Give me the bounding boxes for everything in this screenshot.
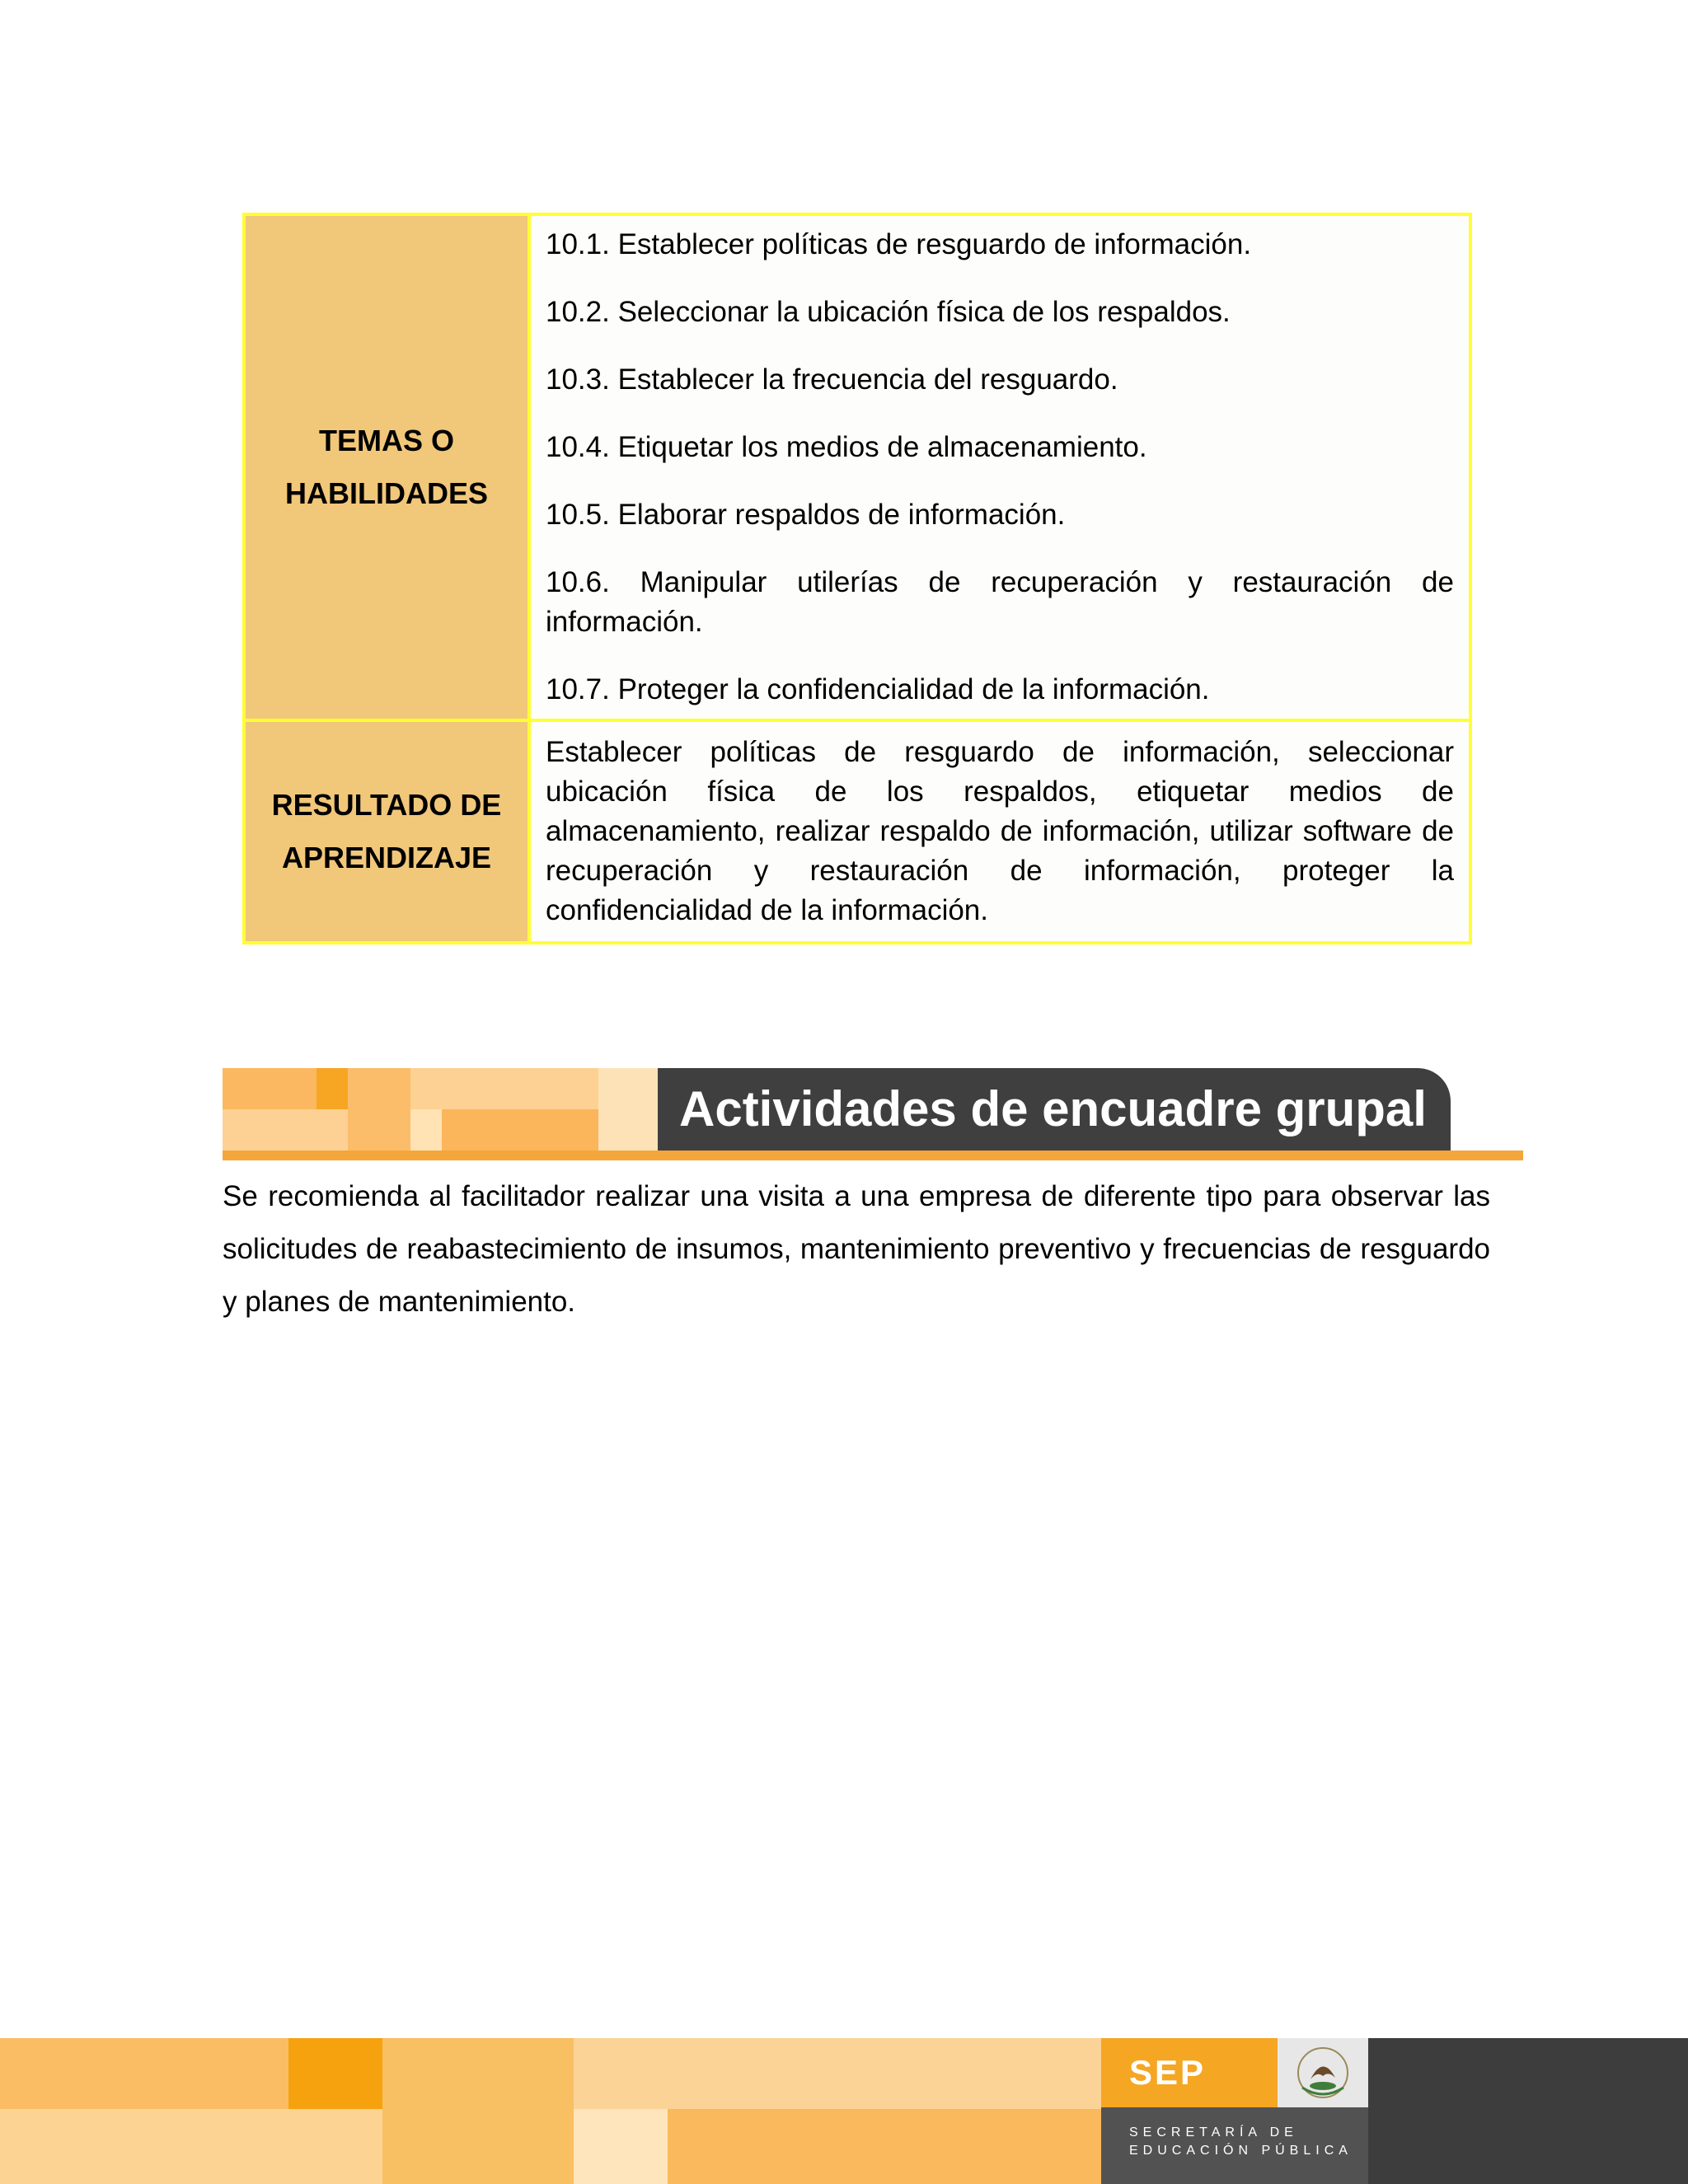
sep-logo: SEP — [1101, 2038, 1278, 2107]
topics-cell — [529, 214, 1470, 720]
row-header-line: APRENDIZAJE — [281, 841, 492, 874]
footer-decor-block — [574, 2109, 668, 2184]
banner-decor-block — [348, 1068, 410, 1151]
table-row — [244, 720, 1470, 943]
banner-decor-block — [410, 1109, 442, 1151]
org-line: EDUCACIÓN PÚBLICA — [1129, 2144, 1353, 2158]
section-banner — [223, 1068, 1523, 1160]
footer-decor-block — [0, 2109, 382, 2184]
banner-decor-block — [223, 1068, 316, 1109]
banner-decor-block — [442, 1109, 598, 1151]
banner-decor-block — [316, 1068, 348, 1109]
footer-decor-block — [382, 2038, 574, 2184]
topic-item: 10.5. Elaborar respaldos de información. — [546, 499, 1066, 531]
topic-item: 10.3. Establecer la frecuencia del resguardo. — [546, 363, 1118, 396]
footer-dark-block — [1368, 2038, 1688, 2184]
org-line: SECRETARÍA DE — [1129, 2125, 1298, 2139]
table-row — [244, 214, 1470, 720]
row-header-line: HABILIDADES — [284, 476, 488, 510]
sep-org-name — [1101, 2107, 1368, 2184]
topic-item: 10.6. Manipular utilerías de recuperación y restauración de información. — [546, 566, 1454, 638]
banner-decor-block — [410, 1068, 598, 1109]
footer-decor-block — [668, 2109, 1101, 2184]
topic-item: 10.7. Proteger la confidencialidad de la información. — [546, 673, 1210, 705]
footer-decor-block — [574, 2038, 1101, 2109]
section-title: Actividades de encuadre grupal — [658, 1068, 1451, 1151]
banner-underline — [223, 1151, 1523, 1160]
learning-outcome-text: Establecer políticas de resguardo de información, seleccionar ubicación física de los respaldos, etiquetar medios de almacenamiento, realizar respaldo de información, utilizar software de recuperación y restauración de información, proteger la confidencialidad de la información. — [546, 736, 1454, 926]
row-header-line: TEMAS O — [318, 424, 454, 457]
page-footer — [0, 2038, 1688, 2184]
row-header-line: RESULTADO DE — [271, 788, 502, 822]
topic-item: 10.1. Establecer políticas de resguardo de información. — [546, 228, 1252, 260]
competency-table — [242, 213, 1472, 944]
mexican-coat-of-arms-icon — [1278, 2038, 1368, 2107]
section-paragraph: Se recomienda al facilitador realizar una visita a una empresa de diferente tipo para observar las solicitudes de reabastecimiento de insumos, mantenimiento preventivo y frecuencias de resguardo y planes de mantenimiento. — [223, 1180, 1490, 1318]
footer-decor-block — [288, 2038, 382, 2109]
footer-decor-block — [0, 2038, 288, 2109]
topic-item: 10.2. Seleccionar la ubicación física de los respaldos. — [546, 296, 1231, 328]
banner-decor-block — [598, 1068, 658, 1151]
banner-decor-block — [223, 1109, 348, 1151]
row-header-temas — [244, 214, 529, 720]
learning-outcome-cell — [529, 720, 1470, 943]
topic-item: 10.4. Etiquetar los medios de almacenamiento. — [546, 431, 1147, 463]
row-header-resultado — [244, 720, 529, 943]
